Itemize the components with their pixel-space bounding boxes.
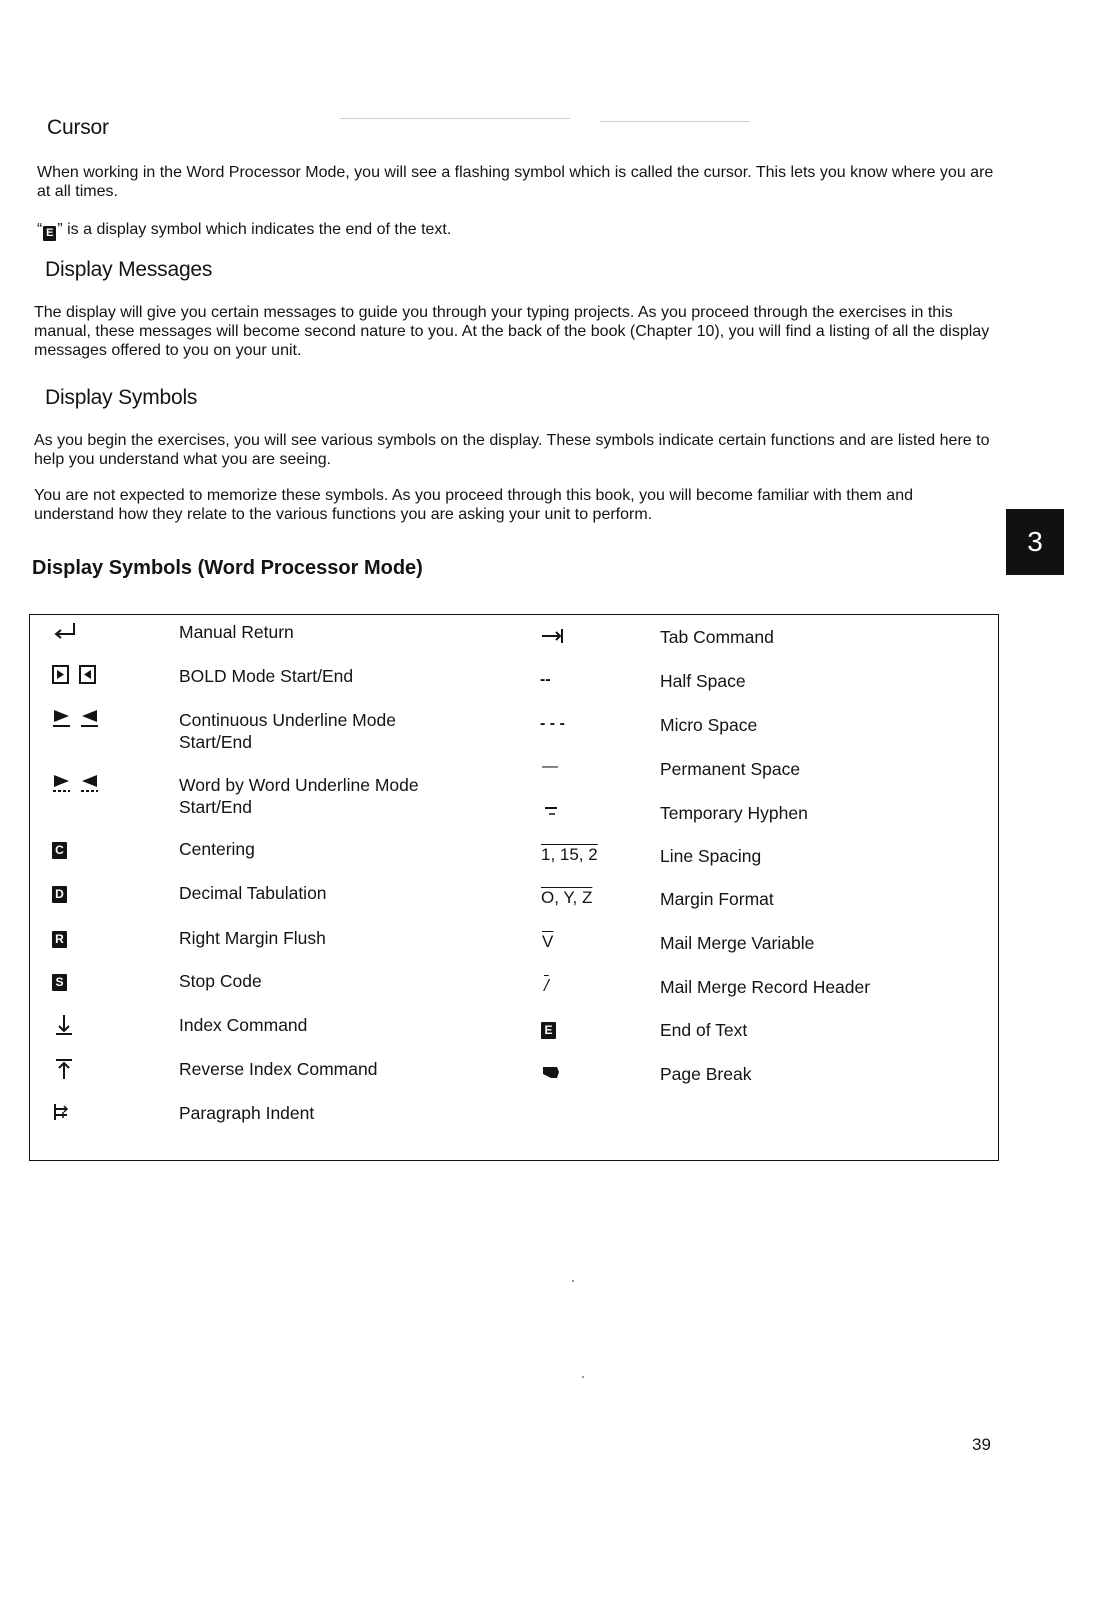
right-margin-flush-symbol: R <box>52 931 67 948</box>
centering-symbol: C <box>52 842 67 859</box>
permanent-space-symbol: — <box>542 758 558 775</box>
cursor-text: When working in the Word Processor Mode, you will see a flashing symbol which is called the cursor. This lets you know where you are at all times. <box>37 164 994 200</box>
label-line-spacing: Line Spacing <box>660 846 762 866</box>
decimal-tab-icon <box>52 883 75 905</box>
end-of-text-icon: E <box>43 226 56 241</box>
display-symbols-paragraph-2 <box>34 486 992 524</box>
scan-artifact <box>600 121 750 122</box>
label-tab-command: Tab Command <box>660 627 774 647</box>
micro-space-symbol: - - - <box>540 715 565 732</box>
temporary-hyphen-icon <box>542 801 560 823</box>
line-spacing-symbol: 1, 15, 2 <box>541 845 598 864</box>
label-word-underline: Word by Word Underline Mode Start/End <box>179 775 419 817</box>
display-symbols-text-2: You are not expected to memorize these symbols. As you proceed through this book, you will become familiar with them and understand how they relate to the various functions you are asking your unit to perform. <box>34 487 913 523</box>
label-mail-merge-record-header: Mail Merge Record Header <box>660 977 871 997</box>
display-messages-paragraph <box>34 303 992 360</box>
display-messages-text: The display will give you certain messages to guide you through your typing projects. As you proceed through the exercises in this manual, these messages will become second nature to you. At the back of the book (Chapter 10), you will find a listing of all the display messages offered to you on your unit. <box>34 304 990 359</box>
label-temporary-hyphen: Temporary Hyphen <box>660 803 808 823</box>
paragraph-indent-icon <box>52 1101 72 1123</box>
symbol-table <box>29 614 999 1161</box>
mail-merge-variable-symbol: $\overline{V}$ <box>542 932 554 951</box>
label-page-break: Page Break <box>660 1064 752 1084</box>
display-symbols-text-1: As you begin the exercises, you will see various symbols on the display. These symbols indicate certain functions and are listed here to help you understand what you are seeing. <box>34 432 990 468</box>
stop-code-symbol: S <box>52 974 67 991</box>
label-bold-mode: BOLD Mode Start/End <box>179 666 354 686</box>
label-index-command: Index Command <box>179 1015 308 1035</box>
stop-code-icon <box>52 971 75 993</box>
word-underline-icon <box>52 772 102 794</box>
display-messages-heading: Display Messages <box>45 258 213 281</box>
bold-start-end-icon <box>52 664 102 686</box>
display-symbols-heading: Display Symbols <box>45 386 198 409</box>
label-reverse-index: Reverse Index Command <box>179 1059 378 1079</box>
label-micro-space: Micro Space <box>660 715 758 735</box>
end-of-text-symbol: E <box>541 1022 556 1039</box>
reverse-index-arrow-icon <box>54 1058 74 1080</box>
scan-artifact <box>582 1376 584 1378</box>
page-break-icon <box>542 1062 560 1084</box>
symbol-table-heading: Display Symbols (Word Processor Mode) <box>32 557 423 579</box>
index-arrow-icon <box>54 1014 74 1036</box>
right-margin-flush-icon <box>52 928 75 950</box>
label-permanent-space: Permanent Space <box>660 759 801 779</box>
end-of-text-icon <box>541 1019 564 1041</box>
mail-merge-record-header-symbol: / <box>544 976 549 995</box>
end-symbol-paragraph <box>37 220 995 241</box>
decimal-tab-symbol: D <box>52 886 67 903</box>
continuous-underline-icon <box>52 707 102 729</box>
cursor-heading: Cursor <box>47 116 109 139</box>
label-manual-return: Manual Return <box>179 622 294 642</box>
label-end-of-text: End of Text <box>660 1020 748 1040</box>
chapter-tab: 3 <box>1006 509 1064 575</box>
display-symbols-paragraph-1 <box>34 431 992 469</box>
label-mail-merge-variable: Mail Merge Variable <box>660 933 815 953</box>
page-number: 39 <box>972 1435 991 1454</box>
manual-return-icon <box>52 620 80 642</box>
centering-icon <box>52 839 75 861</box>
label-paragraph-indent: Paragraph Indent <box>179 1103 315 1123</box>
label-stop-code: Stop Code <box>179 971 262 991</box>
half-space-symbol: -- <box>540 671 551 688</box>
scan-artifact <box>340 118 570 119</box>
scan-artifact <box>572 1280 574 1282</box>
label-continuous-underline: Continuous Underline Mode Start/End <box>179 710 396 752</box>
tab-arrow-icon <box>540 625 566 647</box>
end-symbol-text: ” is a display symbol which indicates the end of the text. <box>57 221 452 238</box>
label-right-margin-flush: Right Margin Flush <box>179 928 326 948</box>
label-margin-format: Margin Format <box>660 889 774 909</box>
label-decimal-tab: Decimal Tabulation <box>179 883 327 903</box>
label-centering: Centering <box>179 839 255 859</box>
margin-format-symbol: O, Y, Z <box>541 888 593 907</box>
label-half-space: Half Space <box>660 671 746 691</box>
quote-open: “ <box>37 221 43 238</box>
cursor-paragraph <box>37 163 995 201</box>
